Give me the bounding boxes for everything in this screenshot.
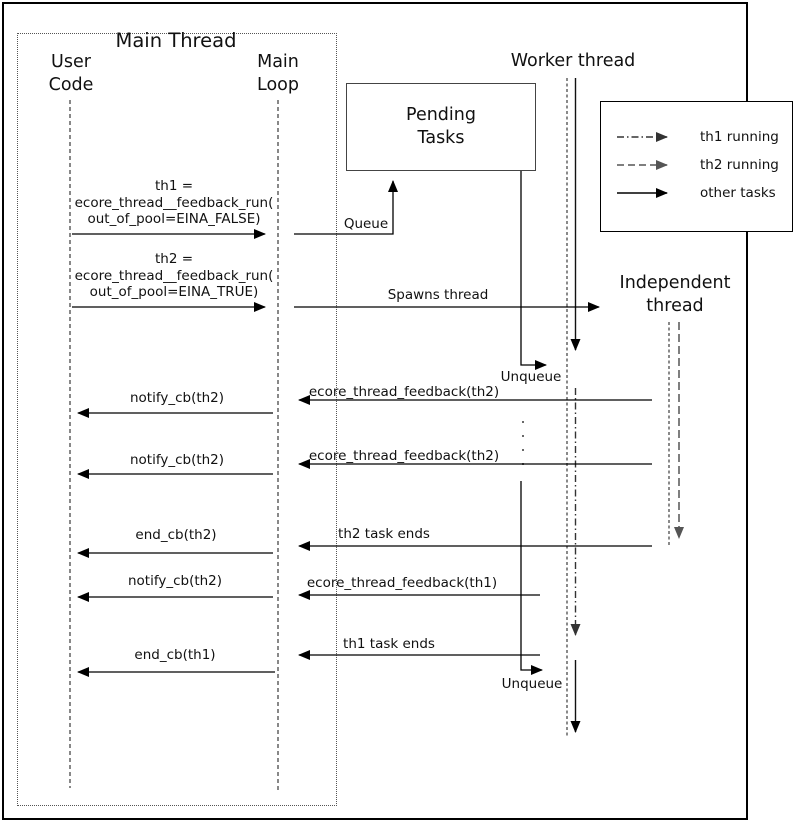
unqueue2-label: Unqueue: [501, 676, 563, 692]
main-loop-label: Main Loop: [257, 52, 299, 95]
unqueue1-label: Unqueue: [500, 369, 562, 385]
feedback-th2-label-2: ecore_thread_feedback(th2): [308, 448, 500, 464]
th1-call-label: th1 = ecore_thread__feedback_run( out_of_pool=EINA_FALSE): [74, 178, 274, 227]
user-code-label: User Code: [48, 52, 94, 95]
feedback-th2-label-1: ecore_thread_feedback(th2): [308, 384, 500, 400]
spawns-thread-label: Spawns thread: [387, 287, 489, 303]
legend-item-other-tasks: other tasks: [700, 185, 776, 201]
main-thread-box: [17, 33, 337, 806]
th2-call-label: th2 = ecore_thread__feedback_run( out_of_pool=EINA_TRUE): [74, 251, 274, 300]
end-cb-th2-label: end_cb(th2): [135, 527, 217, 543]
queue-label: Queue: [343, 216, 389, 232]
notify-cb-label-2: notify_cb(th2): [129, 452, 225, 468]
th2-task-ends-label: th2 task ends: [338, 526, 430, 542]
legend-item-th2-running: th2 running: [700, 157, 779, 173]
legend-item-th1-running: th1 running: [700, 129, 779, 145]
worker-thread-label: Worker thread: [510, 51, 636, 71]
end-cb-th1-label: end_cb(th1): [134, 647, 216, 663]
pending-tasks-box: [346, 83, 536, 171]
notify-cb-label-1: notify_cb(th2): [129, 390, 225, 406]
th1-task-ends-label: th1 task ends: [343, 636, 435, 652]
feedback-th1-label: ecore_thread_feedback(th1): [306, 575, 498, 591]
notify-cb-label-3: notify_cb(th2): [127, 573, 223, 589]
main-thread-title: Main Thread: [115, 29, 237, 52]
independent-thread-label: Independent thread: [619, 273, 731, 316]
pending-tasks-label: Pending Tasks: [406, 105, 476, 148]
